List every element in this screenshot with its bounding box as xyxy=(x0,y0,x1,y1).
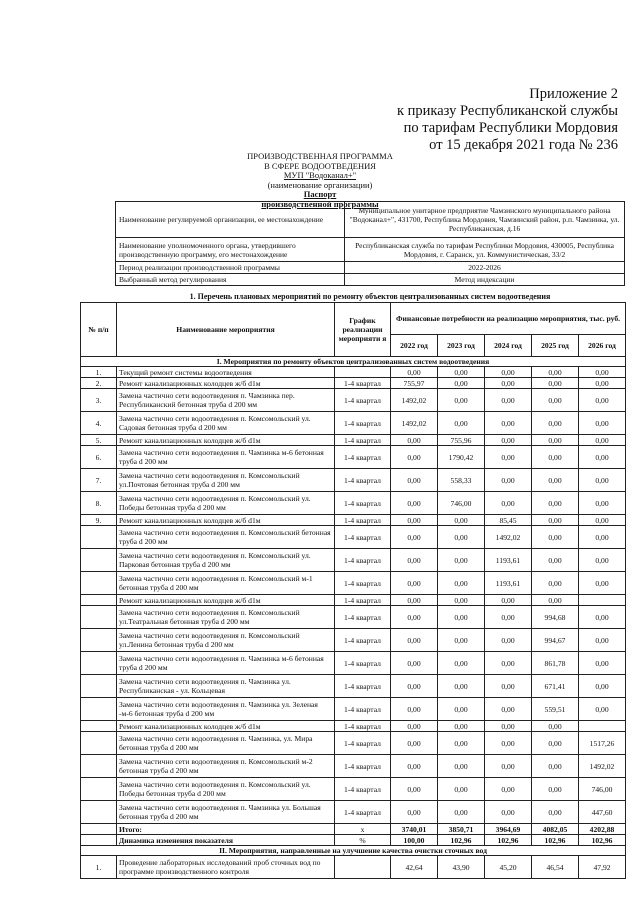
passport-row xyxy=(116,274,625,286)
row-value: 0,00 xyxy=(438,652,485,675)
row-name: Ремонт канализационных колодцев ж/б d1м xyxy=(117,435,335,446)
group-row xyxy=(81,846,626,856)
row-value: 0,00 xyxy=(485,446,532,469)
row-value: 1790,42 xyxy=(438,446,485,469)
row-value: 861,78 xyxy=(532,652,579,675)
row-value: 0,00 xyxy=(438,675,485,698)
row-schedule: 1-4 квартал xyxy=(335,675,391,698)
table-row xyxy=(81,675,626,698)
row-value: 102,96 xyxy=(532,835,579,846)
table-row xyxy=(81,378,626,389)
table-row xyxy=(81,572,626,595)
row-number xyxy=(81,675,117,698)
row-value: 746,00 xyxy=(438,492,485,515)
row-value: 0,00 xyxy=(485,698,532,721)
row-schedule: 1-4 квартал xyxy=(335,549,391,572)
row-value: 0,00 xyxy=(438,572,485,595)
passport-row xyxy=(116,262,625,274)
row-value xyxy=(579,721,626,732)
table-row xyxy=(81,856,626,879)
row-value: 0,00 xyxy=(438,549,485,572)
row-schedule: 1-4 квартал xyxy=(335,629,391,652)
row-name: Замена частично сети водоотведения п. Чамзинка м-6 бетонная труба d 200 мм xyxy=(117,652,335,675)
title-line: ПРОИЗВОДСТВЕННАЯ ПРОГРАММА xyxy=(247,151,393,161)
table-row xyxy=(81,629,626,652)
table-row xyxy=(81,549,626,572)
passport-label: Наименование регулируемой организации, ее местонахождение xyxy=(116,202,345,238)
row-schedule xyxy=(335,856,391,879)
appendix-line: к приказу Республиканской службы xyxy=(396,103,618,119)
appendix-line: по тарифам Республики Мордовия xyxy=(403,120,618,136)
row-value: 0,00 xyxy=(532,732,579,755)
row-value: 4082,05 xyxy=(532,824,579,835)
table-row xyxy=(81,412,626,435)
row-schedule: 1-4 квартал xyxy=(335,698,391,721)
row-value: 0,00 xyxy=(391,732,438,755)
row-value: 0,00 xyxy=(438,595,485,606)
row-value: 0,00 xyxy=(391,629,438,652)
row-value: 42,64 xyxy=(391,856,438,879)
table-row xyxy=(81,595,626,606)
row-value: 0,00 xyxy=(579,446,626,469)
row-value: 1492,02 xyxy=(485,526,532,549)
row-value: 47,92 xyxy=(579,856,626,879)
row-value: 0,00 xyxy=(391,367,438,378)
row-schedule: 1-4 квартал xyxy=(335,378,391,389)
row-value: 0,00 xyxy=(438,778,485,801)
row-value: 0,00 xyxy=(391,572,438,595)
row-value: 0,00 xyxy=(532,572,579,595)
row-name: Замена частично сети водоотведения п. Чамзинка пер. Республиканский бетонная труба d 200 мм xyxy=(117,389,335,412)
section1-title: 1. Перечень плановых мероприятий по ремонту объектов централизованных систем водоотведения xyxy=(189,292,551,301)
row-schedule: 1-4 квартал xyxy=(335,721,391,732)
row-value: 0,00 xyxy=(485,595,532,606)
row-value: 102,96 xyxy=(438,835,485,846)
row-value: 0,00 xyxy=(391,721,438,732)
row-number: 1. xyxy=(81,367,117,378)
row-schedule: 1-4 квартал xyxy=(335,389,391,412)
row-value: 0,00 xyxy=(579,435,626,446)
row-value: 0,00 xyxy=(391,652,438,675)
row-name: Итого: xyxy=(117,824,335,835)
row-number: 7. xyxy=(81,469,117,492)
table-row xyxy=(81,367,626,378)
row-value: 0,00 xyxy=(532,492,579,515)
passport-label: Период реализации производственной программы xyxy=(116,262,345,274)
row-number xyxy=(81,652,117,675)
row-value: 0,00 xyxy=(485,435,532,446)
row-schedule xyxy=(335,367,391,378)
row-number xyxy=(81,572,117,595)
row-value: 746,00 xyxy=(579,778,626,801)
row-name: Замена частично сети водоотведения п. Комсомольский ул. Парковая бетонная труба d 200 мм xyxy=(117,549,335,572)
row-name: Динамика изменения показателя xyxy=(117,835,335,846)
org-name: МУП "Водоканал+" xyxy=(283,170,357,180)
row-number: 2. xyxy=(81,378,117,389)
passport-value: Метод индексации xyxy=(345,274,625,286)
row-name: Замена частично сети водоотведения п. Чамзинка м-6 бетонная труба d 200 мм xyxy=(117,446,335,469)
row-value: 0,00 xyxy=(579,389,626,412)
passport-row xyxy=(116,238,625,262)
col-num-header: № п/п xyxy=(81,303,117,357)
row-value: 559,51 xyxy=(532,698,579,721)
row-value: 0,00 xyxy=(532,469,579,492)
table-row xyxy=(81,389,626,412)
row-value: 0,00 xyxy=(579,526,626,549)
row-value: 0,00 xyxy=(579,652,626,675)
passport-title: Паспорт xyxy=(303,189,337,199)
row-number: 9. xyxy=(81,515,117,526)
row-number xyxy=(81,595,117,606)
row-value: 0,00 xyxy=(579,629,626,652)
row-number xyxy=(81,801,117,824)
row-number: 4. xyxy=(81,412,117,435)
row-value: 0,00 xyxy=(485,755,532,778)
row-value: 994,67 xyxy=(532,629,579,652)
row-value: 0,00 xyxy=(485,367,532,378)
dynamics-row xyxy=(81,835,626,846)
table-row xyxy=(81,526,626,549)
row-name: Замена частично сети водоотведения п. Комсомольский ул.Почтовая бетонная труба d 200 мм xyxy=(117,469,335,492)
table-row xyxy=(81,435,626,446)
org-caption: (наименование организации) xyxy=(267,179,373,190)
table-row xyxy=(81,698,626,721)
row-schedule: 1-4 квартал xyxy=(335,412,391,435)
row-value: 0,00 xyxy=(532,435,579,446)
row-value: 0,00 xyxy=(438,412,485,435)
group-row-label: I. Мероприятия по ремонту объектов централизованных систем водоотведения xyxy=(81,357,626,367)
row-schedule: 1-4 квартал xyxy=(335,652,391,675)
row-value: 0,00 xyxy=(532,412,579,435)
row-value: 447,60 xyxy=(579,801,626,824)
row-value: 0,00 xyxy=(438,732,485,755)
row-value: 0,00 xyxy=(438,606,485,629)
row-value: 0,00 xyxy=(579,469,626,492)
row-value: 0,00 xyxy=(532,721,579,732)
row-value: 0,00 xyxy=(391,801,438,824)
row-number xyxy=(81,606,117,629)
row-number xyxy=(81,721,117,732)
row-value: 100,00 xyxy=(391,835,438,846)
row-value: 0,00 xyxy=(532,389,579,412)
row-value: 0,00 xyxy=(485,378,532,389)
row-value: 0,00 xyxy=(579,698,626,721)
row-name: Ремонт канализационных колодцев ж/б d1м xyxy=(117,595,335,606)
passport-value: 2022-2026 xyxy=(345,262,625,274)
row-value: 0,00 xyxy=(391,492,438,515)
row-schedule: 1-4 квартал xyxy=(335,492,391,515)
row-value: 3740,01 xyxy=(391,824,438,835)
row-value: 0,00 xyxy=(438,801,485,824)
row-value: 0,00 xyxy=(438,721,485,732)
row-value: 0,00 xyxy=(532,755,579,778)
col-schedule-header: График реализации мероприяти я xyxy=(335,303,391,357)
row-value: 0,00 xyxy=(438,629,485,652)
row-schedule: x xyxy=(335,824,391,835)
row-schedule: 1-4 квартал xyxy=(335,515,391,526)
group-row-label: II. Мероприятия, направленные на улучшение качества очистки сточных вод xyxy=(81,846,626,856)
row-value: 1492,02 xyxy=(579,755,626,778)
year-header: 2023 год xyxy=(438,335,485,357)
row-value: 0,00 xyxy=(391,606,438,629)
row-value: 0,00 xyxy=(532,549,579,572)
row-name: Замена частично сети водоотведения п. Комсомольский м-2 бетонная труба d 200 мм xyxy=(117,755,335,778)
row-value: 0,00 xyxy=(532,367,579,378)
row-value: 0,00 xyxy=(391,435,438,446)
row-value: 0,00 xyxy=(438,515,485,526)
row-value: 0,00 xyxy=(391,515,438,526)
passport-label: Наименование уполномоченного органа, утвердившего производственную программу, его местонахождение xyxy=(116,238,345,262)
row-value: 0,00 xyxy=(438,526,485,549)
row-value: 1517,26 xyxy=(579,732,626,755)
row-value: 0,00 xyxy=(532,515,579,526)
row-value: 755,97 xyxy=(391,378,438,389)
row-schedule: 1-4 квартал xyxy=(335,435,391,446)
row-value: 0,00 xyxy=(532,778,579,801)
row-name: Ремонт канализационных колодцев ж/б d1м xyxy=(117,515,335,526)
row-schedule: % xyxy=(335,835,391,846)
appendix-line: от 15 декабря 2021 года № 236 xyxy=(429,137,618,153)
appendix-line: Приложение 2 xyxy=(529,86,618,102)
total-row xyxy=(81,824,626,835)
row-name: Замена частично сети водоотведения п. Чамзинка, ул. Мира бетонная труба d 200 мм xyxy=(117,732,335,755)
row-name: Замена частично сети водоотведения п. Комсомольский ул. Победы бетонная труба d 200 мм xyxy=(117,778,335,801)
row-value: 0,00 xyxy=(485,412,532,435)
row-value: 3850,71 xyxy=(438,824,485,835)
row-schedule: 1-4 квартал xyxy=(335,732,391,755)
appendix-header xyxy=(397,86,618,154)
row-schedule: 1-4 квартал xyxy=(335,755,391,778)
row-value: 0,00 xyxy=(391,549,438,572)
row-name: Замена частично сети водоотведения п. Комсомольский ул. Садовая бетонная труба d 200 мм xyxy=(117,412,335,435)
row-schedule: 1-4 квартал xyxy=(335,526,391,549)
row-value: 1193,61 xyxy=(485,549,532,572)
row-value: 45,20 xyxy=(485,856,532,879)
row-value: 0,00 xyxy=(579,549,626,572)
row-value: 0,00 xyxy=(532,378,579,389)
row-number xyxy=(81,824,117,835)
row-name: Проведение лабораторных исследований проб сточных вод по программе производственного контроля xyxy=(117,856,335,879)
row-schedule: 1-4 квартал xyxy=(335,606,391,629)
passport-subtitle: производственной программы xyxy=(261,198,379,209)
row-value: 0,00 xyxy=(438,378,485,389)
table-row xyxy=(81,801,626,824)
row-value: 0,00 xyxy=(485,492,532,515)
row-value: 0,00 xyxy=(438,755,485,778)
row-schedule: 1-4 квартал xyxy=(335,469,391,492)
row-name: Замена частично сети водоотведения п. Чамзинка ул. Большая бетонная труба d 200 мм xyxy=(117,801,335,824)
row-value: 0,00 xyxy=(485,606,532,629)
row-number xyxy=(81,778,117,801)
row-value: 0,00 xyxy=(438,367,485,378)
header-row xyxy=(81,303,626,335)
row-value: 0,00 xyxy=(579,378,626,389)
table-row xyxy=(81,446,626,469)
table-row xyxy=(81,515,626,526)
row-value: 0,00 xyxy=(485,629,532,652)
row-number xyxy=(81,629,117,652)
events-table xyxy=(80,302,626,879)
row-value: 102,96 xyxy=(485,835,532,846)
table-row xyxy=(81,606,626,629)
row-number xyxy=(81,526,117,549)
passport-table xyxy=(115,201,625,286)
row-schedule: 1-4 квартал xyxy=(335,801,391,824)
table-row xyxy=(81,492,626,515)
group-row xyxy=(81,357,626,367)
row-value: 0,00 xyxy=(579,515,626,526)
passport-value: Республиканская служба по тарифам Республики Мордовия, 430005, Республика Мордовия, г. Саранск, ул. Коммунистическая, 33/2 xyxy=(345,238,625,262)
passport-value: Муниципальное унитарное предприятие Чамзинского муниципального района "Водоканал+", 431700, Республика Мордовия, Чамзинский район, р.п. Чамзинка, ул. Республиканская, д.16 xyxy=(345,202,625,238)
col-finance-header: Финансовые потребности на реализацию мероприятия, тыс. руб. xyxy=(391,303,626,335)
row-name: Ремонт канализационных колодцев ж/б d1м xyxy=(117,721,335,732)
passport-row xyxy=(116,202,625,238)
row-value: 0,00 xyxy=(485,732,532,755)
row-value: 0,00 xyxy=(485,778,532,801)
year-header: 2026 год xyxy=(579,335,626,357)
col-name-header: Наименование мероприятия xyxy=(117,303,335,357)
row-name: Замена частично сети водоотведения п. Комсомольский бетонная труба d 200 мм xyxy=(117,526,335,549)
row-value: 0,00 xyxy=(532,801,579,824)
row-value: 0,00 xyxy=(391,526,438,549)
row-value: 0,00 xyxy=(579,572,626,595)
row-value: 85,45 xyxy=(485,515,532,526)
row-schedule: 1-4 квартал xyxy=(335,778,391,801)
row-value: 0,00 xyxy=(532,446,579,469)
row-name: Замена частично сети водоотведения п. Комсомольский ул.Ленина бетонная труба d 200 мм xyxy=(117,629,335,652)
title-line: В СФЕРЕ ВОДООТВЕДЕНИЯ xyxy=(264,160,376,171)
row-value: 0,00 xyxy=(579,412,626,435)
row-value: 755,96 xyxy=(438,435,485,446)
row-value xyxy=(579,595,626,606)
row-value: 0,00 xyxy=(391,698,438,721)
row-schedule: 1-4 квартал xyxy=(335,595,391,606)
row-name: Ремонт канализационных колодцев ж/б d1м xyxy=(117,378,335,389)
row-value: 0,00 xyxy=(485,721,532,732)
row-name: Замена частично сети водоотведения п. Комсомольский м-1 бетонная труба d 200 мм xyxy=(117,572,335,595)
row-value: 0,00 xyxy=(485,675,532,698)
row-value: 0,00 xyxy=(391,446,438,469)
row-name: Текущий ремонт системы водоотведения xyxy=(117,367,335,378)
row-value: 0,00 xyxy=(579,675,626,698)
row-value: 0,00 xyxy=(391,595,438,606)
row-number: 8. xyxy=(81,492,117,515)
table-row xyxy=(81,732,626,755)
table-row xyxy=(81,721,626,732)
table-row xyxy=(81,755,626,778)
row-number xyxy=(81,755,117,778)
row-number: 6. xyxy=(81,446,117,469)
row-number: 1. xyxy=(81,856,117,879)
row-value: 3964,69 xyxy=(485,824,532,835)
row-name: Замена частично сети водоотведения п. Чамзинка ул. Республиканская - ул. Кольцевая xyxy=(117,675,335,698)
row-value: 1193,61 xyxy=(485,572,532,595)
row-value: 0,00 xyxy=(391,675,438,698)
row-number xyxy=(81,835,117,846)
row-value: 0,00 xyxy=(438,389,485,412)
row-value: 0,00 xyxy=(391,778,438,801)
row-value: 0,00 xyxy=(391,469,438,492)
row-value: 0,00 xyxy=(485,652,532,675)
row-name: Замена частично сети водоотведения п. Чамзинка ул. Зеленая -м-6 бетонная труба d 200 мм xyxy=(117,698,335,721)
row-value: 0,00 xyxy=(438,698,485,721)
row-value: 0,00 xyxy=(579,367,626,378)
row-value: 0,00 xyxy=(579,606,626,629)
row-value: 1492,02 xyxy=(391,412,438,435)
row-value: 102,96 xyxy=(579,835,626,846)
row-value: 0,00 xyxy=(485,469,532,492)
row-value: 0,00 xyxy=(532,595,579,606)
row-number: 3. xyxy=(81,389,117,412)
row-number xyxy=(81,549,117,572)
row-value: 0,00 xyxy=(485,801,532,824)
table-row xyxy=(81,469,626,492)
year-header: 2025 год xyxy=(532,335,579,357)
row-value: 994,68 xyxy=(532,606,579,629)
row-schedule: 1-4 квартал xyxy=(335,446,391,469)
row-value: 671,41 xyxy=(532,675,579,698)
table-row xyxy=(81,778,626,801)
row-name: Замена частично сети водоотведения п. Комсомольский ул.Театральная бетонная труба d 200 мм xyxy=(117,606,335,629)
table-row xyxy=(81,652,626,675)
year-header: 2022 год xyxy=(391,335,438,357)
row-number: 5. xyxy=(81,435,117,446)
row-value: 0,00 xyxy=(391,755,438,778)
passport-label: Выбранный метод регулирования xyxy=(116,274,345,286)
row-value: 46,54 xyxy=(532,856,579,879)
row-value: 0,00 xyxy=(485,389,532,412)
row-value: 1492,02 xyxy=(391,389,438,412)
row-value: 558,33 xyxy=(438,469,485,492)
row-schedule: 1-4 квартал xyxy=(335,572,391,595)
row-name: Замена частично сети водоотведения п. Комсомольский ул. Победы бетонная труба d 200 мм xyxy=(117,492,335,515)
row-value: 0,00 xyxy=(532,526,579,549)
row-value: 4202,88 xyxy=(579,824,626,835)
row-value: 43,90 xyxy=(438,856,485,879)
row-value: 0,00 xyxy=(579,492,626,515)
year-header: 2024 год xyxy=(485,335,532,357)
row-number xyxy=(81,698,117,721)
row-number xyxy=(81,732,117,755)
